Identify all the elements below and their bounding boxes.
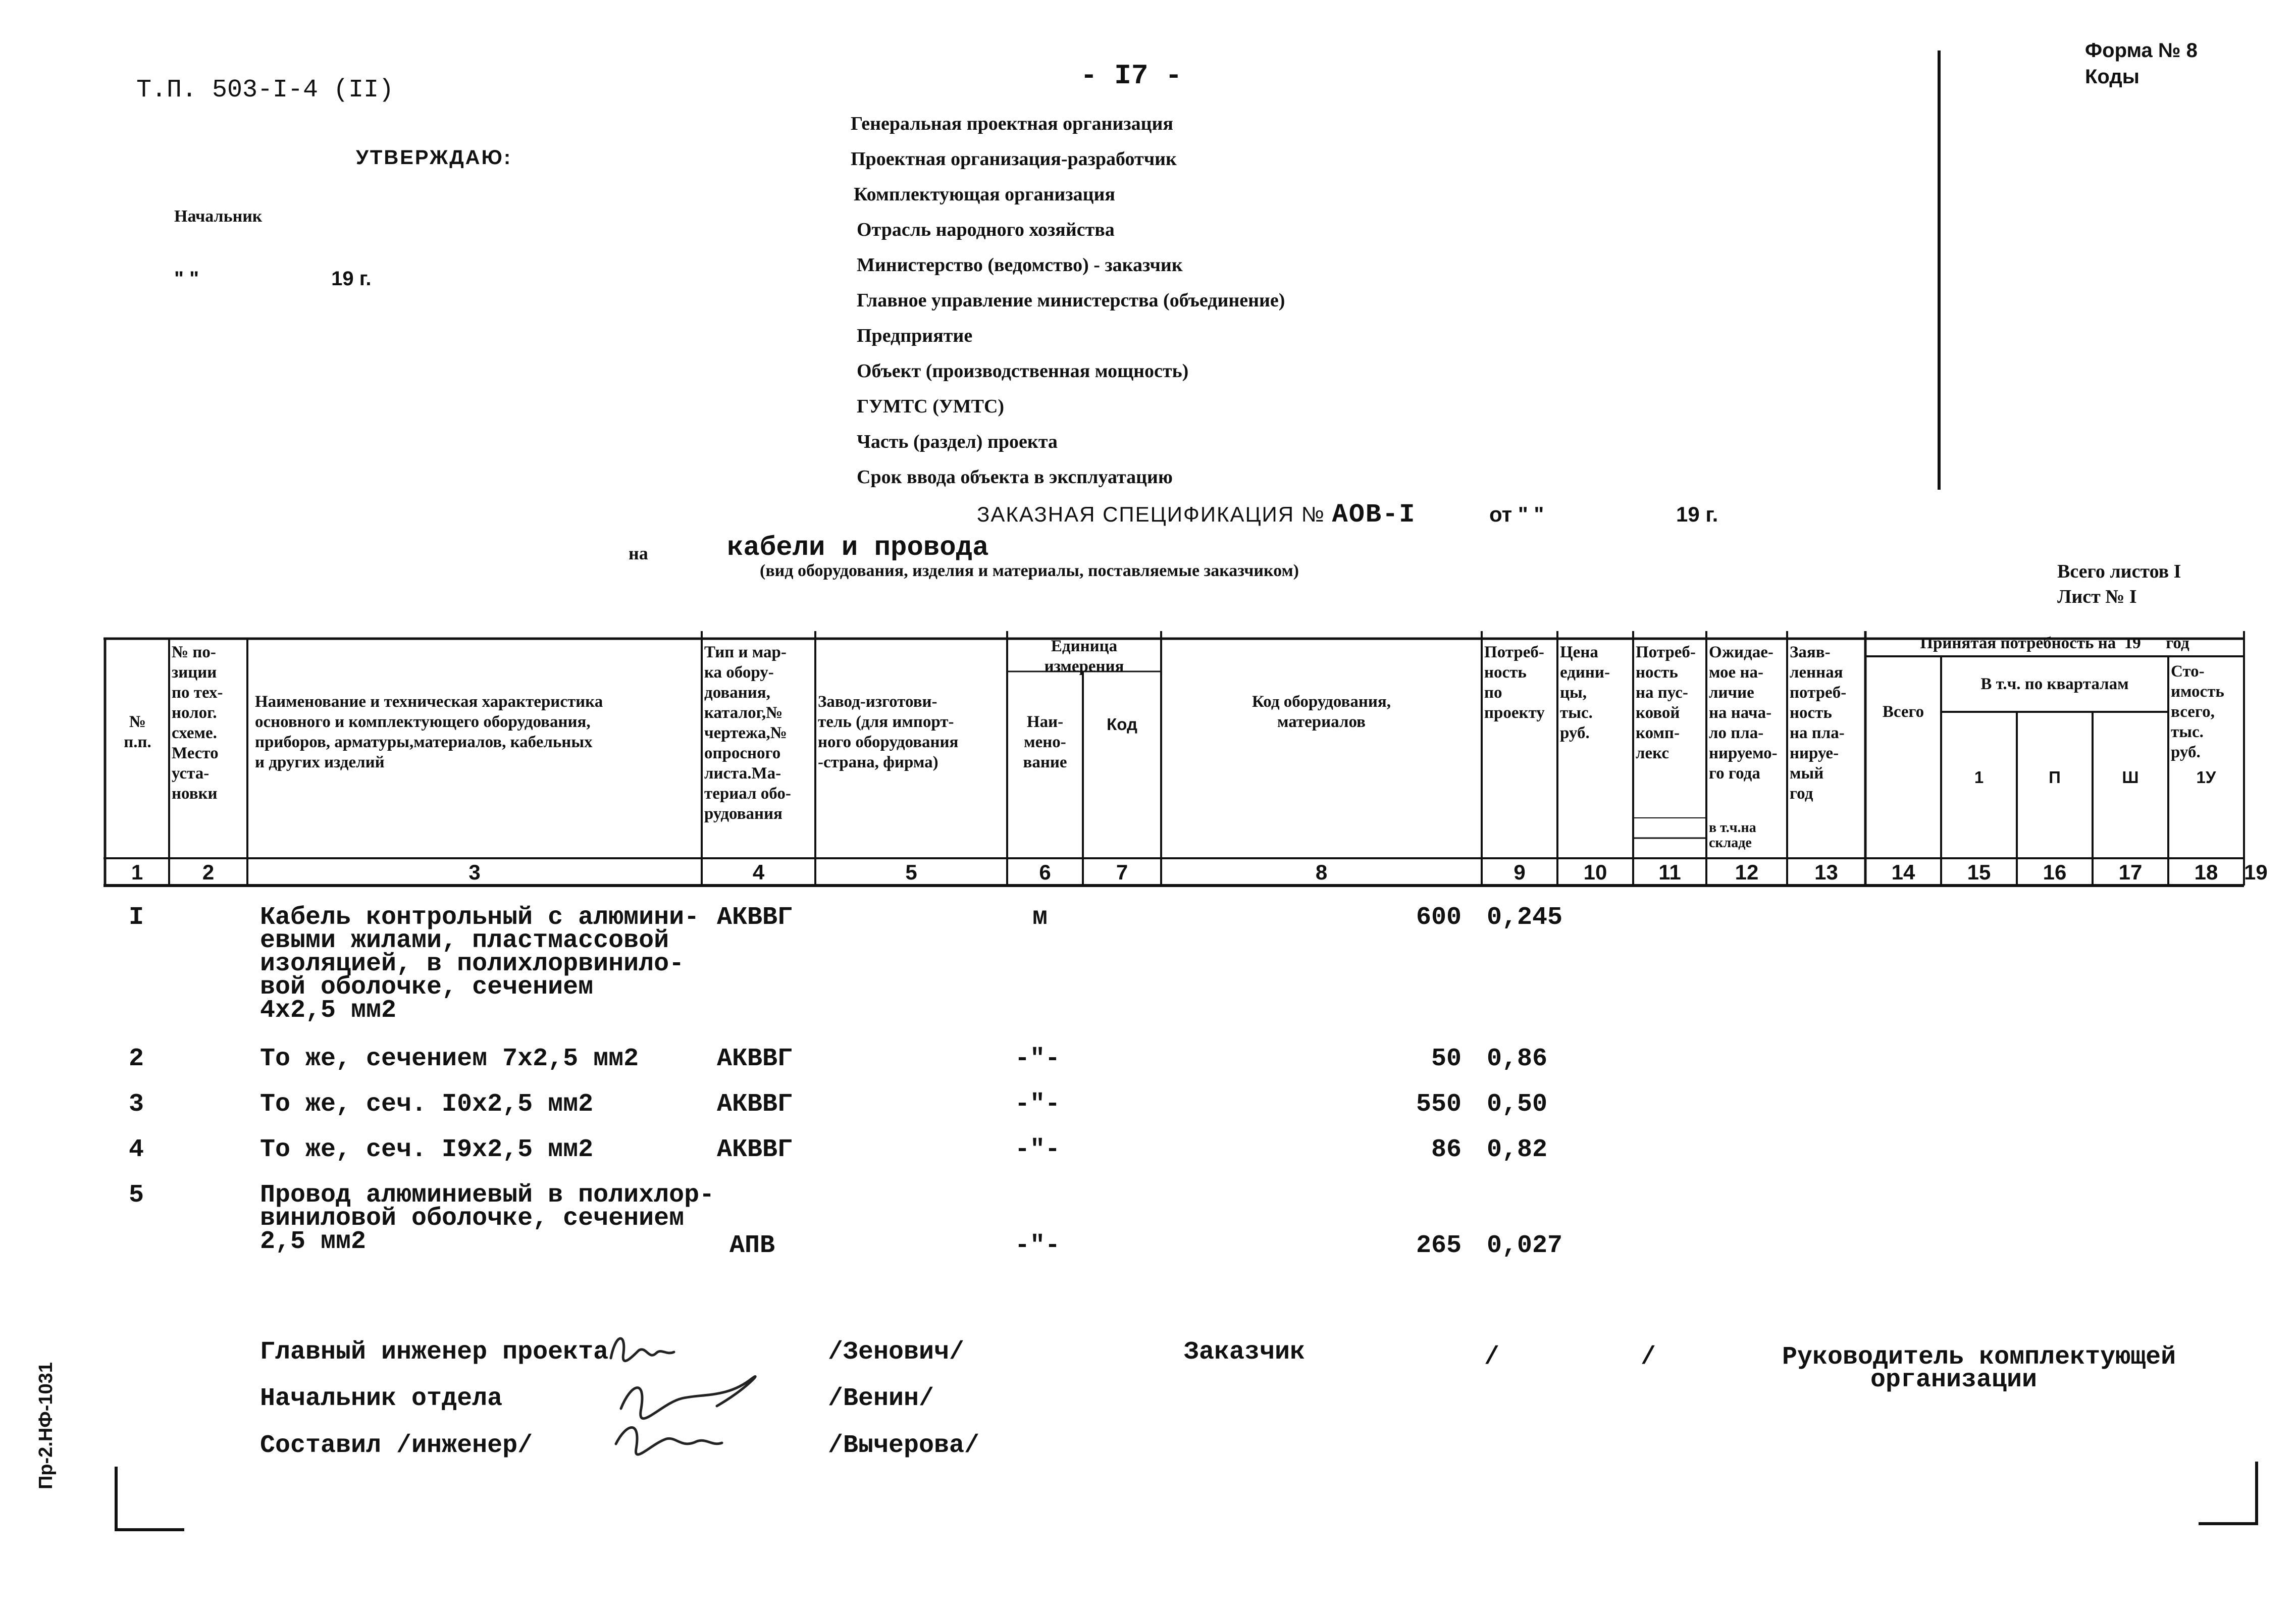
header-col-12-text: Ожидае- мое на- личие на нача- ло пла- нируемо- го года	[1709, 643, 1778, 783]
header-col-19: Сто- имость всего, тыс. руб.	[2171, 662, 2224, 761]
column-number: 3	[468, 860, 481, 884]
header-quarter-2: П	[2049, 768, 2061, 787]
header-col-13: Заяв- ленная потреб- ность на пла- нируе- мый год	[1790, 643, 1847, 803]
supplier-label-1: Руководитель комплектующей	[1782, 1343, 2176, 1372]
org-field: Главное управление министерства (объединение)	[857, 290, 1285, 311]
handwritten-signatures	[601, 1323, 782, 1469]
header-col-10: Цена едини- цы, тыс. руб.	[1560, 643, 1610, 742]
header-col-11: Потреб- ность на пус- ковой комп- лекс	[1636, 643, 1696, 762]
dept-head-name: /Венин/	[828, 1384, 934, 1413]
row-unit: -"-	[1015, 1090, 1061, 1119]
header-col-14: Всего	[1882, 703, 1924, 721]
column-number: 9	[1514, 860, 1526, 884]
spec-title	[977, 500, 1416, 530]
spec-from: от " "	[1489, 502, 1544, 526]
row-type: АКВВГ	[717, 1135, 793, 1164]
dept-head-label: Начальник отдела	[260, 1384, 503, 1413]
row-price: 0,245	[1487, 903, 1563, 932]
row-number: I	[129, 903, 144, 932]
column-number: 18	[2194, 860, 2218, 884]
column-number: 6	[1039, 860, 1051, 884]
compiled-name: /Вычерова/	[828, 1431, 980, 1460]
chief-label: Начальник	[174, 207, 263, 226]
row-name: То же, сеч. I9х2,5 мм2	[260, 1135, 594, 1164]
spec-year: 19 г.	[1676, 502, 1718, 526]
row-price: 0,027	[1487, 1231, 1563, 1260]
header-quarter-4: 1У	[2196, 768, 2216, 787]
header-col-2: № по- зиции по тех- нолог. схеме. Место уста- новки	[172, 643, 223, 803]
row-qty: 550	[1416, 1090, 1462, 1119]
org-field: Комплектующая организация	[854, 184, 1115, 205]
header-col-1: № п.п.	[124, 713, 151, 751]
row-name: Кабель контрольный с алюмини- евыми жилами, пластмассовой изоляцией, в полихлорвинило- вой оболочке, сечением 4х2,5 мм2	[260, 903, 700, 1025]
header-col-8: Код оборудования, материалов	[1251, 693, 1391, 731]
org-field: Предприятие	[857, 325, 973, 346]
header-col-7: Код	[1107, 715, 1137, 734]
column-number: 7	[1116, 860, 1128, 884]
row-unit: -"-	[1015, 1045, 1061, 1073]
vertical-stamp: Пр-2.НФ-1031	[35, 1362, 57, 1489]
spec-subject: кабели и провода	[727, 533, 989, 563]
spec-number: АОВ-I	[1332, 500, 1416, 530]
form-label: Форма № 8	[2085, 39, 2198, 62]
row-qty: 600	[1416, 903, 1462, 932]
column-number: 16	[2043, 860, 2067, 884]
column-number: 2	[202, 860, 215, 884]
spec-title-text: ЗАКАЗНАЯ СПЕЦИФИКАЦИЯ №	[977, 502, 1325, 526]
column-number: 17	[2118, 860, 2143, 884]
row-price: 0,50	[1487, 1090, 1548, 1119]
approve-heading: УТВЕРЖДАЮ:	[356, 146, 512, 169]
header-quarters-group: В т.ч. по кварталам	[1980, 675, 2129, 693]
supplier-label-2: организации	[1870, 1366, 2038, 1394]
row-number: 3	[129, 1090, 144, 1119]
org-field: Объект (производственная мощность)	[857, 360, 1189, 382]
row-unit: -"-	[1015, 1135, 1061, 1164]
spec-subject-note: (вид оборудования, изделия и материалы, поставляемые заказчиком)	[760, 561, 1299, 580]
header-quarter-1: 1	[1974, 768, 1984, 787]
date-quotes: " "	[174, 268, 199, 290]
org-field: Часть (раздел) проекта	[857, 431, 1058, 452]
codes-divider	[1938, 50, 1941, 490]
column-number: 13	[1814, 860, 1838, 884]
signature-dept-head	[621, 1376, 755, 1418]
header-col-6: Наи- мено- вание	[1023, 713, 1067, 771]
date-year: 19 г.	[331, 268, 372, 290]
row-type: АПВ	[729, 1231, 775, 1260]
chief-engineer-label: Главный инженер проекта	[260, 1338, 609, 1367]
header-col-12-stock: в т.ч.на складе	[1709, 820, 1756, 851]
row-number: 2	[129, 1045, 144, 1073]
column-number: 15	[1967, 860, 1991, 884]
spec-na: на	[629, 543, 648, 563]
column-number: 14	[1891, 860, 1915, 884]
signature-chief-engineer	[611, 1338, 674, 1361]
column-number: 8	[1315, 860, 1328, 884]
column-number: 1	[131, 860, 143, 884]
chief-engineer-name: /Зенович/	[828, 1338, 965, 1367]
header-accepted-group: Принятая потребность на 19 год	[1920, 634, 2189, 652]
column-number: 4	[752, 860, 765, 884]
row-number: 5	[129, 1181, 144, 1210]
column-number: 11	[1658, 860, 1681, 884]
row-name: То же, сеч. I0х2,5 мм2	[260, 1090, 594, 1119]
row-qty: 86	[1431, 1135, 1462, 1164]
row-type: АКВВГ	[717, 903, 793, 932]
org-field: Отрасль народного хозяйства	[857, 219, 1115, 240]
column-number: 5	[905, 860, 917, 884]
customer-slash-2: /	[1641, 1343, 1656, 1372]
sheets-total: Всего листов I	[2057, 561, 2181, 582]
row-unit: -"-	[1015, 1231, 1061, 1260]
page-number: - I7 -	[1080, 60, 1182, 92]
approval-date	[174, 268, 372, 290]
org-field: Министерство (ведомство) - заказчик	[857, 254, 1183, 276]
org-field: ГУМТС (УМТС)	[857, 396, 1005, 417]
row-qty: 50	[1431, 1045, 1462, 1073]
codes-label: Коды	[2085, 66, 2140, 88]
org-field: Генеральная проектная организация	[851, 113, 1173, 134]
sheet-number: Лист № I	[2057, 586, 2137, 607]
column-number: 12	[1735, 860, 1759, 884]
customer-label: Заказчик	[1184, 1338, 1306, 1367]
header-col-9: Потреб- ность по проекту	[1484, 643, 1545, 722]
header-quarter-3: Ш	[2122, 768, 2139, 787]
corner-mark-right	[2196, 1459, 2262, 1530]
header-unit-group: Единица измерения	[1044, 637, 1124, 676]
row-unit: м	[1032, 903, 1048, 932]
project-code: Т.П. 503-I-4 (II)	[136, 76, 394, 105]
customer-slash-1: /	[1484, 1343, 1500, 1372]
row-price: 0,86	[1487, 1045, 1548, 1073]
row-number: 4	[129, 1135, 144, 1164]
header-col-4: Тип и мар- ка обору- дования, каталог,№ чертежа,№ опросного листа.Ма- териал обо- рудования	[704, 643, 791, 823]
compiled-label: Составил /инженер/	[260, 1431, 533, 1460]
org-field: Срок ввода объекта в эксплуатацию	[857, 466, 1173, 488]
header-col-3: Наименование и техническая характеристика основного и комплектующего оборудования, приборов, арматуры,материалов, кабельных и других изделий	[255, 693, 603, 771]
signature-compiled	[616, 1428, 722, 1455]
organization-fields	[851, 106, 1285, 495]
row-type: АКВВГ	[717, 1045, 793, 1073]
corner-mark-left	[114, 1464, 194, 1535]
row-name: То же, сечением 7х2,5 мм2	[260, 1045, 639, 1073]
column-number: 10	[1583, 860, 1607, 884]
row-qty: 265	[1416, 1231, 1462, 1260]
row-price: 0,82	[1487, 1135, 1548, 1164]
header-col-5: Завод-изготови- тель (для импорт- ного оборудования -страна, фирма)	[818, 693, 959, 771]
row-type: АКВВГ	[717, 1090, 793, 1119]
row-name: Провод алюминиевый в полихлор- виниловой оболочке, сечением 2,5 мм2	[260, 1181, 715, 1256]
org-field: Проектная организация-разработчик	[851, 148, 1177, 170]
